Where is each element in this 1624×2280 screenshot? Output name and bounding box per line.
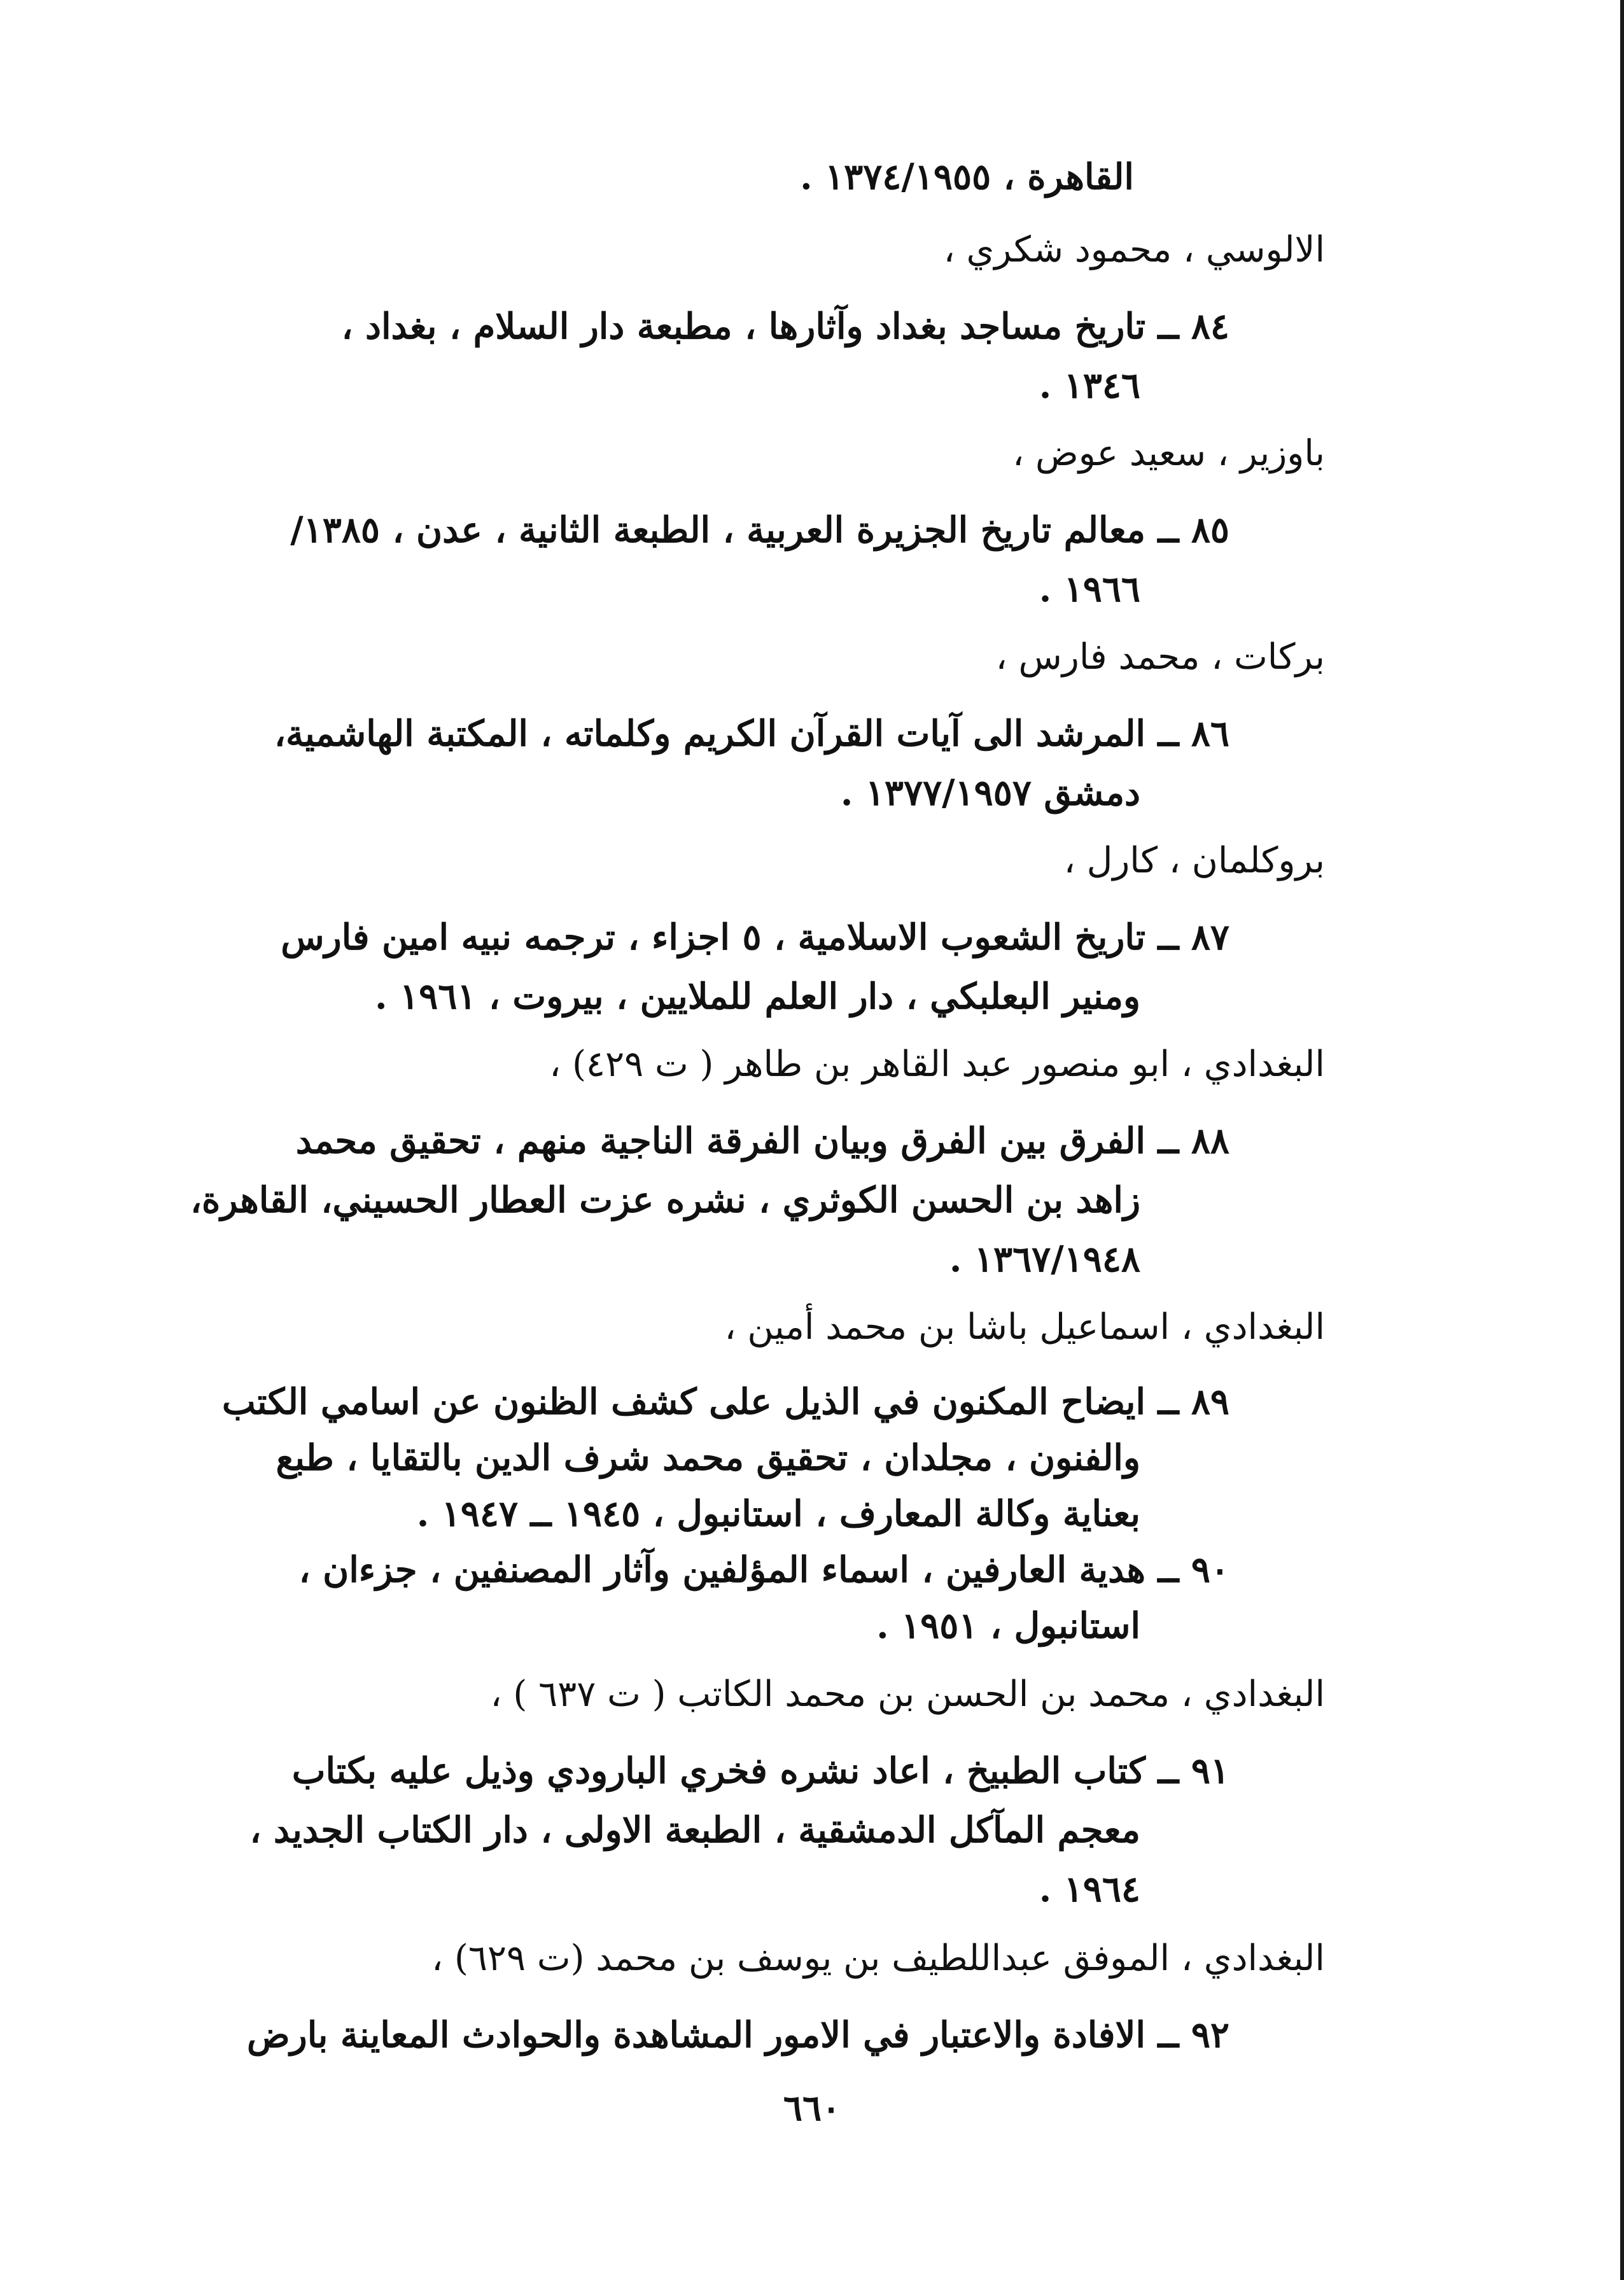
author-heading: بركات ، محمد فارس ، <box>995 636 1325 678</box>
bibliography-entry: ٨٧ ــ تاريخ الشعوب الاسلامية ، ٥ اجزاء ، ترجمه نبيه امين فارس <box>281 916 1229 958</box>
author-heading: البغدادي ، ابو منصور عبد القاهر بن طاهر ( ت ٤٢٩) ، <box>549 1044 1325 1085</box>
bibliography-entry: ٨٩ ــ ايضاح المكنون في الذيل على كشف الظنون عن اسامي الكتب <box>221 1381 1229 1423</box>
author-heading: الالوسي ، محمود شكري ، <box>943 229 1325 270</box>
page-edge <box>1620 0 1624 2280</box>
author-heading: البغدادي ، الموفق عبداللطيف بن يوسف بن محمد (ت ٦٢٩) ، <box>431 1938 1325 1979</box>
entry-continuation: ١٣٤٦ . <box>1039 365 1140 407</box>
author-heading: بروكلمان ، كارل ، <box>1063 840 1325 881</box>
entry-continuation: دمشق ١٣٧٧/١٩٥٧ . <box>840 772 1140 814</box>
bibliography-entry: ٩١ ــ كتاب الطبيخ ، اعاد نشره فخري البارودي وذيل عليه بكتاب <box>291 1750 1229 1792</box>
entry-continuation: ومنير البعلبكي ، دار العلم للملايين ، بيروت ، ١٩٦١ . <box>375 976 1140 1018</box>
entry-continuation: ١٩٦٦ . <box>1039 568 1140 610</box>
entry-continuation: ١٣٦٧/١٩٤٨ . <box>949 1238 1140 1280</box>
bibliography-entry: ٩٠ ــ هدية العارفين ، اسماء المؤلفين وآثار المصنفين ، جزءان ، <box>298 1549 1229 1591</box>
entry-continuation: بعناية وكالة المعارف ، استانبول ، ١٩٤٥ ــ ١٩٤٧ . <box>416 1493 1140 1535</box>
author-heading: البغدادي ، محمد بن الحسن بن محمد الكاتب ( ت ٦٣٧ ) ، <box>490 1674 1325 1715</box>
entry-continuation: والفنون ، مجلدان ، تحقيق محمد شرف الدين بالتقايا ، طبع <box>276 1437 1140 1479</box>
bibliography-entry: ٨٨ ــ الفرق بين الفرق وبيان الفرقة الناجية منهم ، تحقيق محمد <box>295 1120 1229 1162</box>
page-number: ٦٦٠ <box>783 2087 841 2129</box>
entry-continuation: استانبول ، ١٩٥١ . <box>876 1605 1140 1647</box>
author-heading: البغدادي ، اسماعيل باشا بن محمد أمين ، <box>724 1306 1325 1348</box>
bibliography-entry: ٨٥ ــ معالم تاريخ الجزيرة العربية ، الطبعة الثانية ، عدن ، ١٣٨٥/ <box>290 509 1229 551</box>
author-heading: باوزير ، سعيد عوض ، <box>1012 433 1325 474</box>
entry-continuation: ١٩٦٤ . <box>1039 1868 1140 1910</box>
bibliography-entry: ٩٢ ــ الافادة والاعتبار في الامور المشاهدة والحوادث المعاينة بارض <box>246 2014 1229 2056</box>
entry-continuation: معجم المآكل الدمشقية ، الطبعة الاولى ، دار الكتاب الجديد ، <box>249 1809 1140 1851</box>
entry-continuation: زاهد بن الحسن الكوثري ، نشره عزت العطار الحسيني، القاهرة، <box>190 1179 1140 1221</box>
entry-continuation: القاهرة ، ١٣٧٤/١٩٥٥ . <box>800 156 1134 198</box>
bibliography-entry: ٨٤ ــ تاريخ مساجد بغداد وآثارها ، مطبعة دار السلام ، بغداد ، <box>341 305 1229 347</box>
bibliography-entry: ٨٦ ــ المرشد الى آيات القرآن الكريم وكلماته ، المكتبة الهاشمية، <box>274 713 1229 755</box>
